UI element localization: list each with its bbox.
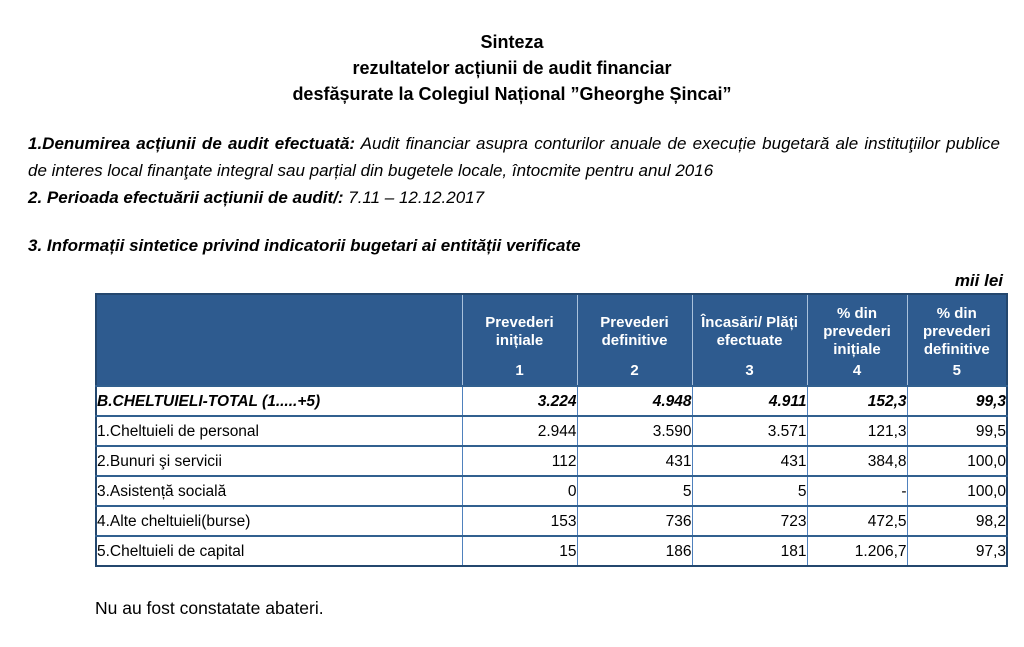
section-3-label: 3. Informații sintetice privind indicatorii bugetari ai entității verificate xyxy=(28,236,581,255)
cell-value: 186 xyxy=(577,536,692,566)
table-row xyxy=(96,446,1007,476)
section-1 xyxy=(28,130,1000,184)
section-2 xyxy=(28,184,1000,211)
budget-table xyxy=(95,293,1008,567)
cell-value: 723 xyxy=(692,506,807,536)
header-cell-prevederi-definitive: Prevederi definitive 2 xyxy=(577,294,692,386)
cell-value: 3.224 xyxy=(462,386,577,416)
cell-value: 0 xyxy=(462,476,577,506)
cell-value: 100,0 xyxy=(907,446,1007,476)
row-label: 3.Asistență socială xyxy=(96,476,462,506)
cell-value: - xyxy=(807,476,907,506)
cell-value: 15 xyxy=(462,536,577,566)
unit-label: mii lei xyxy=(954,271,1003,290)
cell-value: 121,3 xyxy=(807,416,907,446)
budget-table-wrap xyxy=(95,293,1006,567)
budget-table-body xyxy=(96,386,1007,566)
document-title xyxy=(0,0,1024,107)
cell-value: 152,3 xyxy=(807,386,907,416)
cell-value: 98,2 xyxy=(907,506,1007,536)
title-line-3: desfășurate la Colegiul Național ”Gheorghe Șincai” xyxy=(292,84,732,104)
header-cell-pct-initiale: % din prevederi inițiale 4 xyxy=(807,294,907,386)
cell-value: 736 xyxy=(577,506,692,536)
row-label: B.CHELTUIELI-TOTAL (1.....+5) xyxy=(96,386,462,416)
header-row xyxy=(96,294,1007,386)
row-label: 1.Cheltuieli de personal xyxy=(96,416,462,446)
cell-value: 1.206,7 xyxy=(807,536,907,566)
table-row-total xyxy=(96,386,1007,416)
table-row xyxy=(96,536,1007,566)
section-2-label: 2. Perioada efectuării acțiunii de audit/: xyxy=(28,188,344,207)
header-cell-row-label xyxy=(96,294,462,386)
cell-value: 431 xyxy=(577,446,692,476)
cell-value: 97,3 xyxy=(907,536,1007,566)
cell-value: 100,0 xyxy=(907,476,1007,506)
section-3 xyxy=(28,232,1000,259)
header-cell-prevederi-initiale: Prevederi inițiale 1 xyxy=(462,294,577,386)
cell-value: 431 xyxy=(692,446,807,476)
cell-value: 384,8 xyxy=(807,446,907,476)
header-cell-pct-definitive: % din prevederi definitive 5 xyxy=(907,294,1007,386)
row-label: 4.Alte cheltuieli(burse) xyxy=(96,506,462,536)
cell-value: 3.590 xyxy=(577,416,692,446)
cell-value: 472,5 xyxy=(807,506,907,536)
cell-value: 5 xyxy=(577,476,692,506)
title-line-2: rezultatelor acțiunii de audit financiar xyxy=(352,58,672,78)
cell-value: 153 xyxy=(462,506,577,536)
row-label: 5.Cheltuieli de capital xyxy=(96,536,462,566)
table-row xyxy=(96,506,1007,536)
header-cell-incasari-plati: Încasări/ Plăți efectuate 3 xyxy=(692,294,807,386)
cell-value: 112 xyxy=(462,446,577,476)
cell-value: 5 xyxy=(692,476,807,506)
cell-value: 2.944 xyxy=(462,416,577,446)
section-1-label: 1.Denumirea acțiunii de audit efectuată: xyxy=(28,134,356,153)
cell-value: 4.948 xyxy=(577,386,692,416)
cell-value: 4.911 xyxy=(692,386,807,416)
cell-value: 99,3 xyxy=(907,386,1007,416)
row-label: 2.Bunuri şi servicii xyxy=(96,446,462,476)
cell-value: 181 xyxy=(692,536,807,566)
cell-value: 99,5 xyxy=(907,416,1007,446)
cell-value: 3.571 xyxy=(692,416,807,446)
table-row xyxy=(96,476,1007,506)
table-row xyxy=(96,416,1007,446)
footer-note: Nu au fost constatate abateri. xyxy=(95,598,324,618)
budget-table-header xyxy=(96,294,1007,386)
section-1-text: Audit financiar asupra conturilor anuale de execuție bugetară ale instituţiilor publice de interes local finanţate integral sau parțial din bugetele locale, întocmite pentru anul 2016 xyxy=(28,134,1000,180)
section-2-text: 7.11 – 12.12.2017 xyxy=(343,188,485,207)
title-line-1: Sinteza xyxy=(480,32,544,52)
